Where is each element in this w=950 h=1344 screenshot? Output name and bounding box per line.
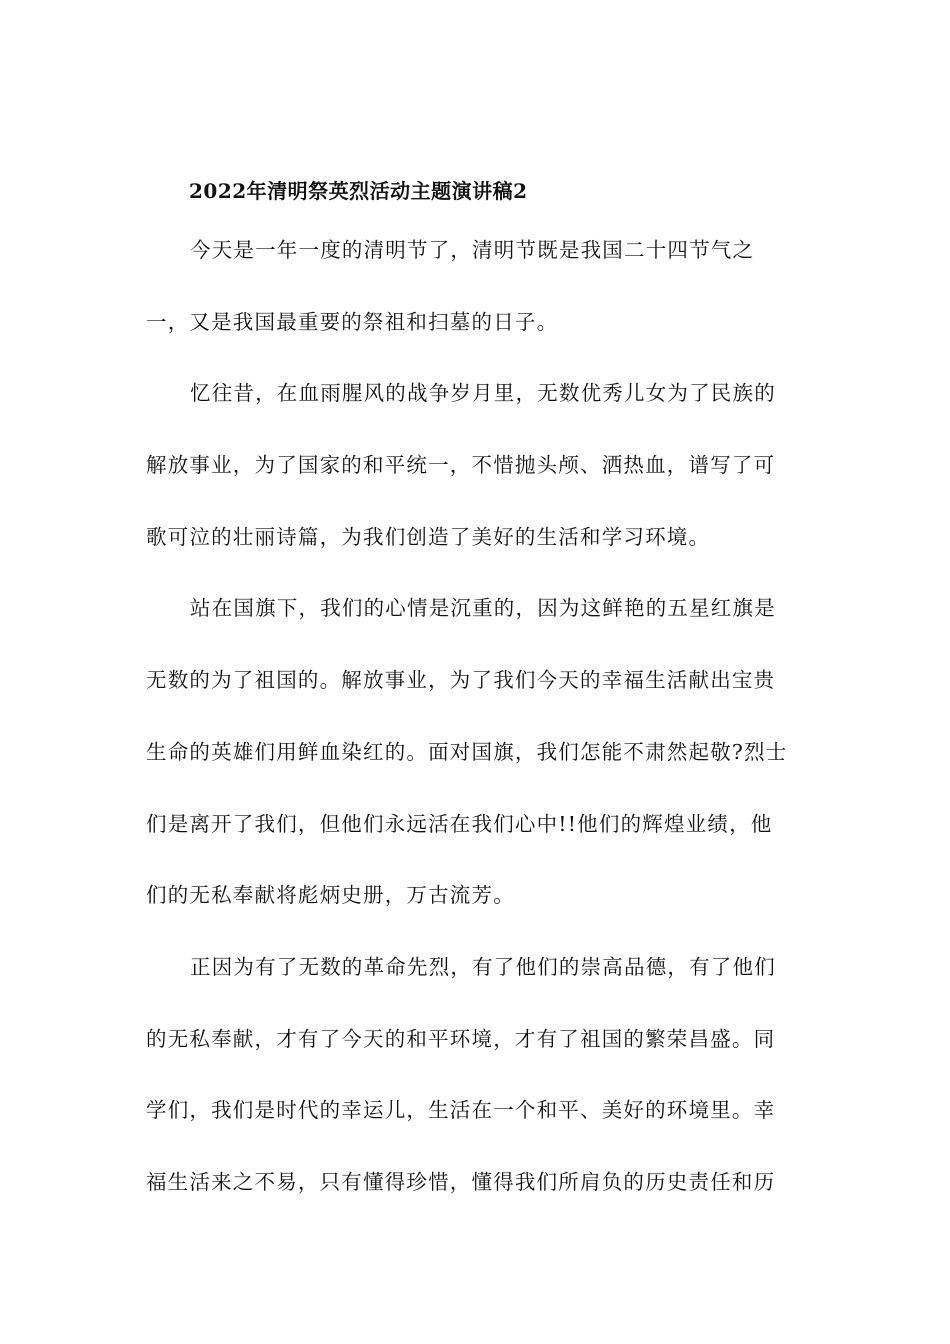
- text-line: 们的无私奉献将彪炳史册，万古流芳。: [146, 883, 515, 908]
- text-line: 忆往昔，在血雨腥风的战争岁月里，无数优秀儿女为了民族的: [190, 381, 776, 406]
- text-line: 一，又是我国最重要的祭祖和扫墓的日子。: [146, 309, 559, 334]
- text-line: 福生活来之不易，只有懂得珍惜，懂得我们所肩负的历史责任和历: [146, 1169, 776, 1194]
- text-line: 生命的英雄们用鲜血染红的。面对国旗，我们怎能不肃然起敬?烈士: [146, 739, 788, 764]
- text-line: 正因为有了无数的革命先烈，有了他们的崇高品德，有了他们: [190, 954, 776, 979]
- text-line: 学们，我们是时代的幸运儿，生活在一个和平、美好的环境里。幸: [146, 1098, 776, 1123]
- text-line: 歌可泣的壮丽诗篇，为我们创造了美好的生活和学习环境。: [146, 524, 711, 549]
- text-line: 们是离开了我们，但他们永远活在我们心中!!他们的辉煌业绩，他: [146, 811, 773, 836]
- text-line: 解放事业，为了国家的和平统一，不惜抛头颅、洒热血，谱写了可: [146, 453, 776, 478]
- document-body: [146, 232, 806, 1236]
- text-line: 站在国旗下，我们的心情是沉重的，因为这鲜艳的五星红旗是: [190, 596, 776, 621]
- document-title: 2022年清明祭英烈活动主题演讲稿2: [189, 179, 528, 203]
- text-line: 今天是一年一度的清明节了，清明节既是我国二十四节气之: [190, 238, 755, 262]
- text-line: 的无私奉献，才有了今天的和平环境，才有了祖国的繁荣昌盛。同: [146, 1026, 776, 1051]
- text-line: 无数的为了祖国的。解放事业，为了我们今天的幸福生活献出宝贵: [146, 668, 776, 693]
